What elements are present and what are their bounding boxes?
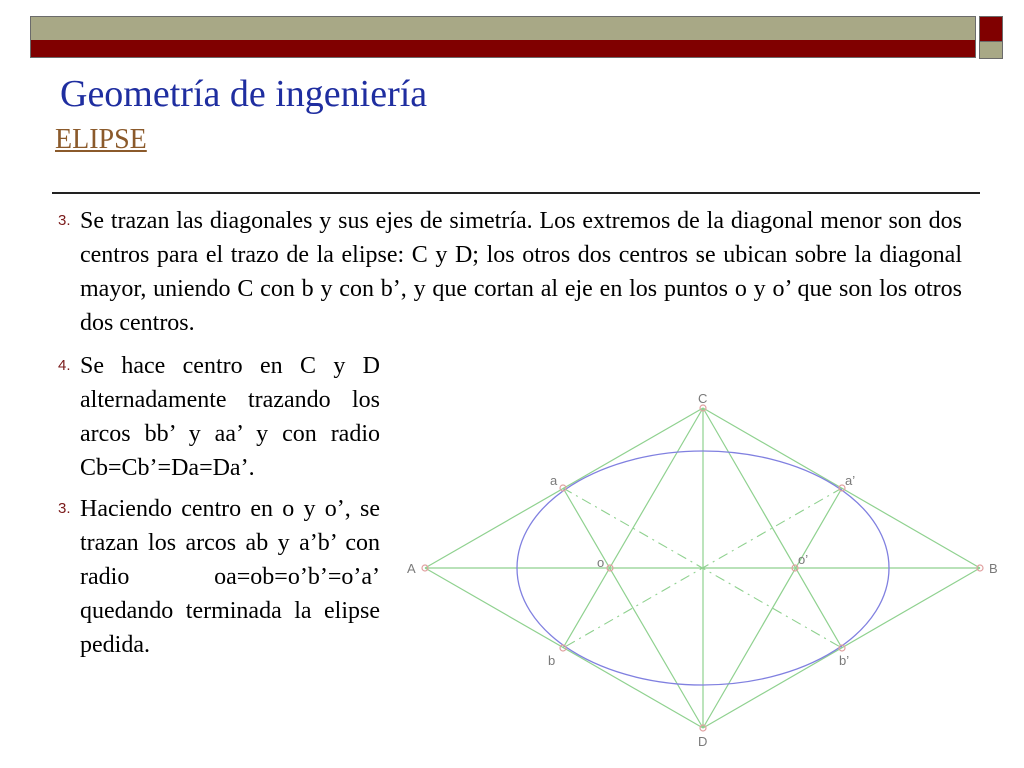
label-bprime: b’ [839,653,850,668]
line-d-aprime [703,488,842,728]
label-o: o [597,555,605,570]
item-number: 3. [58,212,71,229]
item-number: 3. [58,500,71,517]
ellipse-construction-diagram [395,380,1020,765]
divider [52,192,980,194]
label-c: C [698,391,708,406]
line-c-bprime [703,408,842,648]
header-band-dark [31,40,975,57]
label-oprime: o’ [798,552,809,567]
slide-title: Geometría de ingeniería [60,73,428,115]
line-d-a [563,488,703,728]
header-square-light [979,41,1003,59]
rhombus-edge [425,568,703,728]
step-diagonals: Se trazan las diagonales y sus ejes de simetría. Los extremos de la diagonal menor son dos centros para el trazo de la elipse: C y D; los otros dos centros se ubican sobre la diagonal mayor, uniendo C con b y con b’, y que cortan al eje en los puntos o y o’ que son los otros dos centros. [80,208,962,336]
header-square-dark [979,16,1003,42]
label-d: D [698,734,708,749]
step-arcs-c-d: Se hace centro en C y D alternadamente trazando los arcos bb’ y aa’ y con radio Cb=Cb’=Da=Da’. [80,353,380,481]
label-a: a [550,473,558,488]
line-c-b [563,408,703,648]
label-aprime: a’ [845,473,856,488]
step-arcs-o: Haciendo centro en o y o’, se trazan los arcos ab y a’b’ con radio oa=ob=o’b’=o’a’ quedando terminada la elipse pedida. [80,496,380,658]
label-a-vertex: A [407,561,416,576]
item-number: 4. [58,357,71,374]
header-band-light [31,17,975,40]
label-b: b [548,653,556,668]
label-b-vertex: B [989,561,998,576]
slide-subtitle: ELIPSE [55,124,147,155]
